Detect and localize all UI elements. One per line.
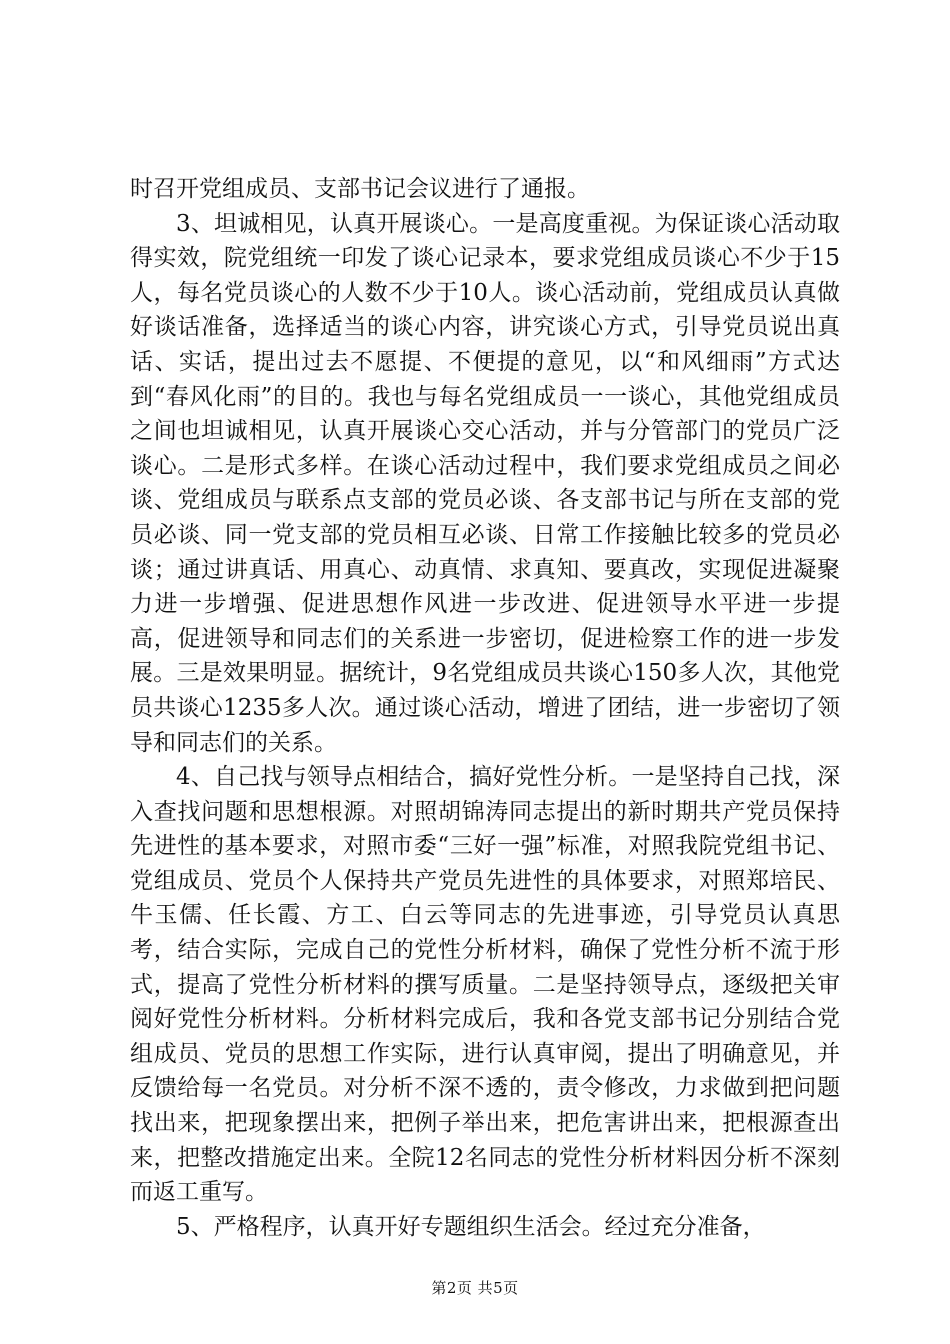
page-footer: 第2页 共5页 (431, 1279, 519, 1297)
document-body (130, 172, 840, 1244)
paragraph-item-4: 4、自己找与领导点相结合，搞好党性分析。一是坚持自己找，深入查找问题和思想根源。对照胡锦涛同志提出的新时期共产党员保持先进性的基本要求，对照市委“三好一强”标准，对照我院党组书记、党组成员、党员个人保持共产党员先进性的具体要求，对照郑培民、牛玉儒、任长霞、方工、白云等同志的先进事迹，引导党员认真思考，结合实际，完成自己的党性分析材料，确保了党性分析不流于形式，提高了党性分析材料的撰写质量。二是坚持领导点，逐级把关审阅好党性分析材料。分析材料完成后，我和各党支部书记分别结合党组成员、党员的思想工作实际，进行认真审阅，提出了明确意见，并反馈给每一名党员。对分析不深不透的，责令修改，力求做到把问题找出来，把现象摆出来，把例子举出来，把危害讲出来，把根源查出来，把整改措施定出来。全院12名同志的党性分析材料因分析不深刻而返工重写。 (130, 764, 840, 1206)
paragraph-item-5: 5、严格程序，认真开好专题组织生活会。经过充分准备， (176, 1213, 766, 1240)
paragraph-item-3: 3、坦诚相见，认真开展谈心。一是高度重视。为保证谈心活动取得实效，院党组统一印发了谈心记录本，要求党组成员谈心不少于15人，每名党员谈心的人数不少于10人。谈心活动前，党组成员认真做好谈话准备，选择适当的谈心内容，讲究谈心方式，引导党员说出真话、实话，提出过去不愿提、不便提的意见，以“和风细雨”方式达到“春风化雨”的目的。我也与每名党组成员一一谈心，其他党组成员之间也坦诚相见，认真开展谈心交心活动，并与分管部门的党员广泛谈心。二是形式多样。在谈心活动过程中，我们要求党组成员之间必谈、党组成员与联系点支部的党员必谈、各支部书记与所在支部的党员必谈、同一党支部的党员相互必谈、日常工作接触比较多的党员必谈；通过讲真话、用真心、动真情、求真知、要真改，实现促进凝聚力进一步增强、促进思想作风进一步改进、促进领导水平进一步提高，促进领导和同志们的关系进一步密切，促进检察工作的进一步发展。三是效果明显。据统计，9名党组成员共谈心150多人次，其他党员共谈心1235多人次。通过谈心活动，增进了团结，进一步密切了领导和同志们的关系。 (130, 210, 840, 756)
paragraph-continuation: 时召开党组成员、支部书记会议进行了通报。 (130, 176, 590, 202)
